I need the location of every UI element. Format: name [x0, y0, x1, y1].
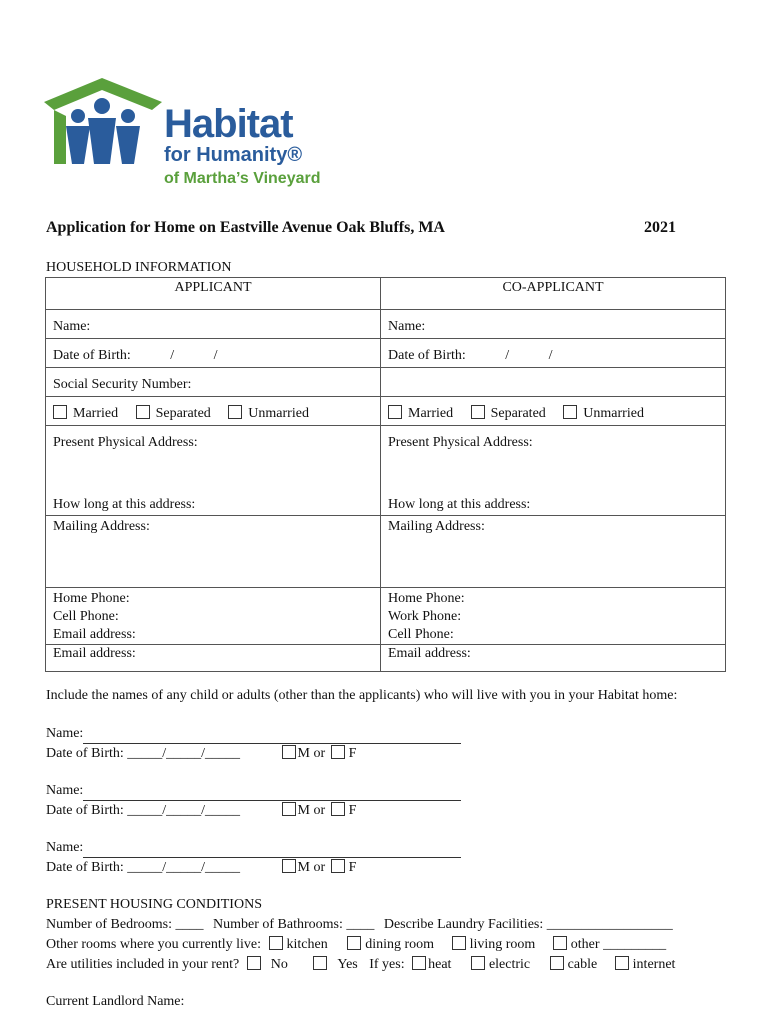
- habitat-logo: [44, 72, 330, 196]
- home-phone-label: Home Phone:: [388, 591, 465, 606]
- living-room-label: living room: [469, 937, 536, 952]
- email-label: Email address:: [53, 627, 136, 642]
- application-year: 2021: [644, 219, 676, 236]
- coapplicant-name-field[interactable]: [381, 310, 726, 339]
- email-label: Email address:: [388, 646, 471, 661]
- heat-label: heat: [428, 957, 452, 972]
- kitchen-label: kitchen: [286, 937, 328, 952]
- if-yes-label: If yes:: [369, 957, 405, 972]
- date-sep: /: [548, 348, 553, 363]
- child-name-line[interactable]: [83, 838, 461, 858]
- coapplicant-ssn-field[interactable]: [381, 368, 726, 397]
- name-label: Name:: [53, 319, 91, 334]
- coapplicant-address-field[interactable]: [381, 426, 726, 516]
- coapplicant-header: CO-APPLICANT: [381, 278, 726, 310]
- unmarried-checkbox[interactable]: [228, 405, 242, 419]
- housing-heading: PRESENT HOUSING CONDITIONS: [46, 897, 262, 912]
- other-room-label: other _________: [570, 937, 667, 952]
- household-table: [45, 277, 726, 672]
- child-name-label: Name:: [46, 726, 84, 741]
- female-label: F: [348, 860, 357, 875]
- house-people-icon: [44, 72, 164, 196]
- utilities-yes-label: Yes: [337, 957, 358, 972]
- coapplicant-mailing-field[interactable]: [381, 516, 726, 588]
- applicant-phone-field[interactable]: [46, 588, 381, 645]
- children-intro: Include the names of any child or adults (other than the applicants) who will live with you in your Habitat home:: [46, 688, 678, 703]
- logo-habitat-text: Habitat: [164, 102, 293, 146]
- mailing-label: Mailing Address:: [388, 519, 485, 534]
- applicant-address-field[interactable]: [46, 426, 381, 516]
- other-rooms-row: [46, 935, 666, 954]
- unmarried-label: Unmarried: [248, 406, 309, 421]
- other-room-checkbox[interactable]: [553, 936, 567, 950]
- child-entry-2: [46, 781, 461, 820]
- child-name-line[interactable]: [83, 724, 461, 744]
- other-rooms-label: Other rooms where you currently live:: [46, 937, 261, 952]
- married-label: Married: [73, 406, 119, 421]
- applicant-email-field[interactable]: [46, 645, 381, 672]
- cell-phone-label: Cell Phone:: [388, 627, 454, 642]
- female-label: F: [348, 746, 357, 761]
- how-long-label: How long at this address:: [388, 497, 531, 512]
- applicant-dob-field[interactable]: [46, 339, 381, 368]
- home-phone-label: Home Phone:: [53, 591, 130, 606]
- date-sep: /: [170, 348, 175, 363]
- child-name-label: Name:: [46, 840, 84, 855]
- logo-vineyard-text: of Martha’s Vineyard: [164, 170, 321, 187]
- male-label: M or: [297, 860, 326, 875]
- child-dob-label: Date of Birth: _____/_____/_____: [46, 860, 241, 875]
- female-label: F: [348, 803, 357, 818]
- applicant-ssn-field[interactable]: [46, 368, 381, 397]
- rooms-row: [46, 915, 673, 934]
- child-entry-3: [46, 838, 461, 877]
- ssn-label: Social Security Number:: [53, 377, 192, 392]
- bathrooms-label: Number of Bathrooms: ____: [212, 917, 375, 932]
- separated-label: Separated: [155, 406, 211, 421]
- dob-label: Date of Birth:: [388, 348, 466, 363]
- child-name-line[interactable]: [83, 781, 461, 801]
- address-label: Present Physical Address:: [388, 435, 533, 450]
- married-checkbox[interactable]: [388, 405, 402, 419]
- laundry-label: Describe Laundry Facilities: __________________: [383, 917, 673, 932]
- work-phone-label: Work Phone:: [388, 609, 462, 624]
- applicant-name-field[interactable]: [46, 310, 381, 339]
- landlord-name-field: Current Landlord Name:: [46, 994, 185, 1009]
- page-title: Application for Home on Eastville Avenue Oak Bluffs, MA: [46, 219, 445, 236]
- male-checkbox[interactable]: [282, 745, 296, 759]
- date-sep: /: [213, 348, 218, 363]
- unmarried-label: Unmarried: [583, 406, 644, 421]
- name-label: Name:: [388, 319, 426, 334]
- coapplicant-email-field[interactable]: [381, 645, 726, 672]
- female-checkbox[interactable]: [331, 745, 345, 759]
- separated-label: Separated: [490, 406, 546, 421]
- married-label: Married: [408, 406, 454, 421]
- male-label: M or: [297, 803, 326, 818]
- dining-room-label: dining room: [365, 937, 435, 952]
- male-label: M or: [297, 746, 326, 761]
- utilities-no-checkbox[interactable]: [247, 956, 261, 970]
- applicant-header: APPLICANT: [46, 278, 381, 310]
- how-long-label: How long at this address:: [53, 497, 196, 512]
- cable-label: cable: [567, 957, 598, 972]
- coapplicant-marital-status: [381, 397, 726, 426]
- coapplicant-phone-field[interactable]: [381, 588, 726, 645]
- female-checkbox[interactable]: [331, 859, 345, 873]
- applicant-marital-status: [46, 397, 381, 426]
- unmarried-checkbox[interactable]: [563, 405, 577, 419]
- date-sep: /: [505, 348, 510, 363]
- mailing-label: Mailing Address:: [53, 519, 150, 534]
- coapplicant-dob-field[interactable]: [381, 339, 726, 368]
- internet-checkbox[interactable]: [615, 956, 629, 970]
- living-room-checkbox[interactable]: [452, 936, 466, 950]
- separated-checkbox[interactable]: [471, 405, 485, 419]
- dining-room-checkbox[interactable]: [347, 936, 361, 950]
- separated-checkbox[interactable]: [136, 405, 150, 419]
- dob-label: Date of Birth:: [53, 348, 131, 363]
- utilities-no-label: No: [270, 957, 288, 972]
- child-dob-label: Date of Birth: _____/_____/_____: [46, 746, 241, 761]
- utilities-row: [46, 955, 675, 974]
- utilities-label: Are utilities included in your rent?: [46, 957, 240, 972]
- internet-label: internet: [632, 957, 676, 972]
- cell-phone-label: Cell Phone:: [53, 609, 119, 624]
- female-checkbox[interactable]: [331, 802, 345, 816]
- logo-humanity-text: for Humanity®: [164, 144, 303, 166]
- heat-checkbox[interactable]: [412, 956, 426, 970]
- male-checkbox[interactable]: [282, 802, 296, 816]
- email-label: Email address:: [53, 646, 136, 661]
- household-section-label: HOUSEHOLD INFORMATION: [46, 260, 232, 275]
- electric-checkbox[interactable]: [471, 956, 485, 970]
- applicant-mailing-field[interactable]: [46, 516, 381, 588]
- kitchen-checkbox[interactable]: [269, 936, 283, 950]
- male-checkbox[interactable]: [282, 859, 296, 873]
- address-label: Present Physical Address:: [53, 435, 198, 450]
- utilities-yes-checkbox[interactable]: [313, 956, 327, 970]
- bedrooms-label: Number of Bedrooms: ____: [46, 917, 204, 932]
- child-name-label: Name:: [46, 783, 84, 798]
- child-dob-label: Date of Birth: _____/_____/_____: [46, 803, 241, 818]
- electric-label: electric: [488, 957, 531, 972]
- married-checkbox[interactable]: [53, 405, 67, 419]
- child-entry-1: [46, 724, 461, 763]
- cable-checkbox[interactable]: [550, 956, 564, 970]
